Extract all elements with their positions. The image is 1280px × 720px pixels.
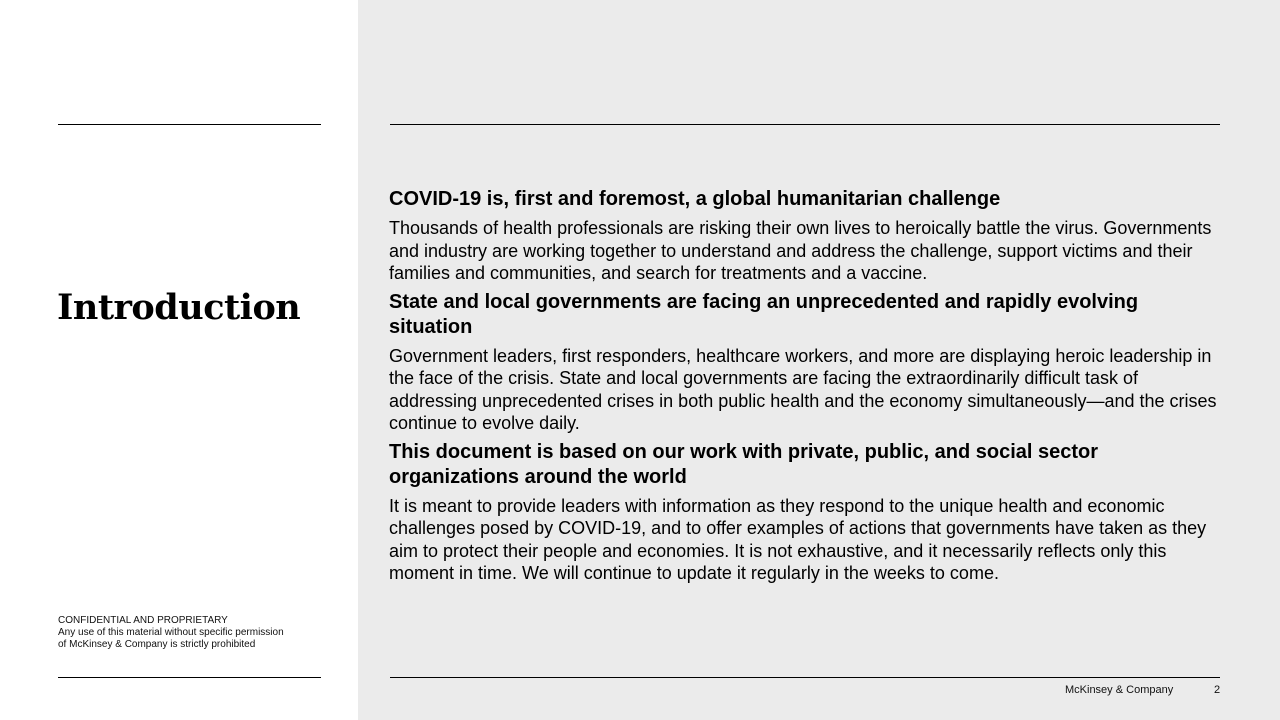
page-title: Introduction: [57, 287, 301, 328]
right-bottom-divider: [390, 677, 1220, 678]
section-heading-3: This document is based on our work with private, public, and social sector organizations around the world: [389, 440, 1099, 488]
confidential-text-line-2: of McKinsey & Company is strictly prohibited: [58, 639, 256, 650]
confidential-label: CONFIDENTIAL AND PROPRIETARY: [58, 615, 228, 626]
left-panel: [0, 0, 358, 720]
section-body-2: Government leaders, first responders, healthcare workers, and more are displaying heroic leadership in the face of the crisis. State and local governments are facing the extraordinarily difficult task of addressing unprecedented crises in both public health and the economy simultaneously—and the crises continue to evolve daily.: [389, 345, 1217, 433]
section-body-3: It is meant to provide leaders with information as they respond to the unique health and economic challenges posed by COVID-19, and to offer examples of actions that governments have taken as they aim to protect their people and economies. It is not exhaustive, and it necessarily reflects only this moment in time. We will continue to update it regularly in the weeks to come.: [389, 495, 1207, 583]
section-heading-1: COVID-19 is, first and foremost, a global humanitarian challenge: [389, 188, 1001, 210]
left-bottom-divider: [58, 677, 321, 678]
confidentiality-notice: [58, 615, 318, 651]
left-top-divider: [58, 124, 321, 125]
section-heading-2: State and local governments are facing an unprecedented and rapidly evolving situation: [389, 290, 1139, 338]
content-body: [389, 187, 1225, 590]
right-top-divider: [390, 124, 1220, 125]
footer-company-name: McKinsey & Company: [1065, 684, 1174, 696]
confidential-text-line-1: Any use of this material without specific permission: [58, 627, 284, 638]
page-number: 2: [1214, 684, 1221, 696]
section-body-1: Thousands of health professionals are risking their own lives to heroically battle the virus. Governments and industry are working together to understand and address the challenge, support victims and their families and communities, and search for treatments and a vaccine.: [389, 218, 1212, 283]
right-panel: [358, 0, 1280, 720]
